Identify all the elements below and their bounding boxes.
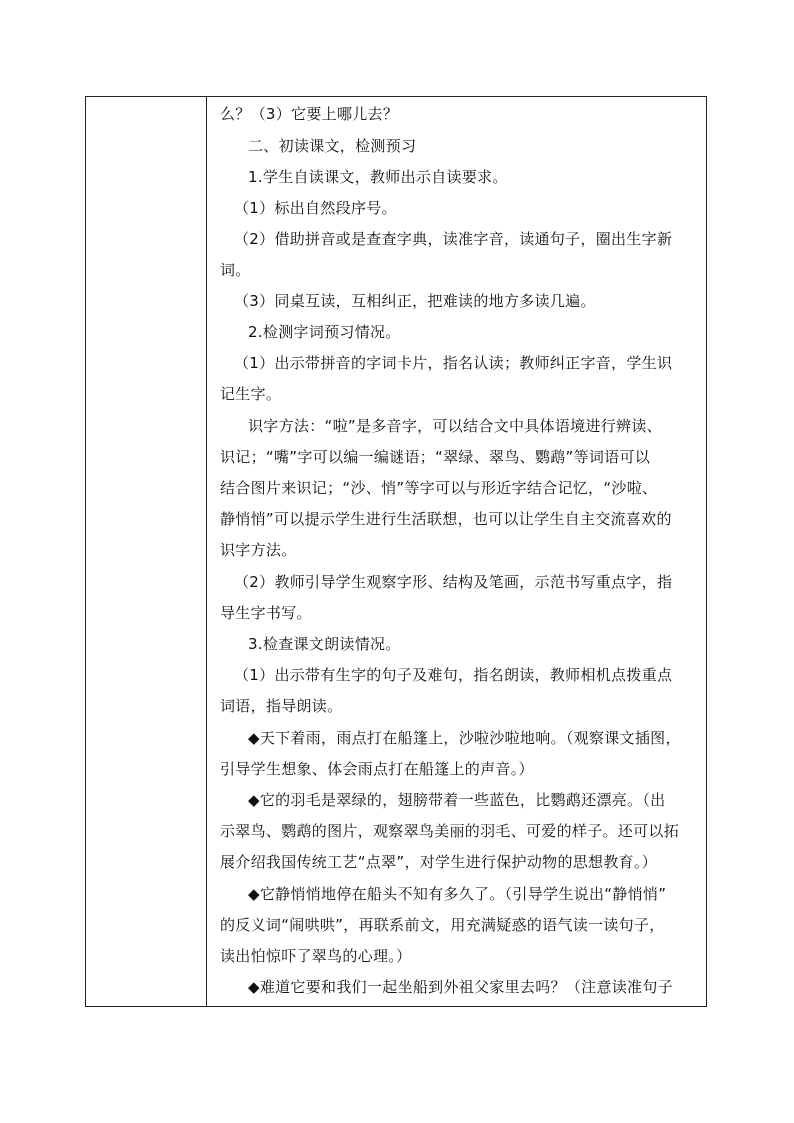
text-line: 引导学生想象、体会雨点打在船篷上的声音。） xyxy=(220,760,534,778)
text-line: 2.检测字词预习情况。 xyxy=(248,323,401,341)
text-line: 识记；“嘴”字可以编一编谜语；“翠绿、翠鸟、鹦鹉”等词语可以 xyxy=(220,448,651,466)
text-line: ◆它静悄悄地停在船头不知有多久了。（引导学生说出“静悄悄” xyxy=(248,885,667,903)
text-line: （1）出示带拼音的字词卡片，指名认读；教师纠正字音，学生识 xyxy=(234,354,673,372)
text-line: 词。 xyxy=(220,261,251,279)
text-line: （3）同桌互读，互相纠正，把难读的地方多读几遍。 xyxy=(234,292,596,310)
text-line: ◆难道它要和我们一起坐船到外祖父家里去吗？（注意读准句子 xyxy=(248,978,673,996)
text-line: （2）教师引导学生观察字形、结构及笔画，示范书写重点字，指 xyxy=(234,573,673,591)
section-heading: 二、初读课文，检测预习 xyxy=(248,137,417,155)
text-line: 导生字书写。 xyxy=(220,604,312,622)
lesson-table xyxy=(85,96,707,1007)
text-line: 的反义词“闹哄哄”，再联系前文，用充满疑惑的语气读一读句子， xyxy=(220,916,665,934)
text-line: （2）借助拼音或是查查字典，读准字音，读通句子，圈出生字新 xyxy=(234,230,673,248)
text-line: ◆它的羽毛是翠绿的，翅膀带着一些蓝色，比鹦鹉还漂亮。（出 xyxy=(248,791,666,809)
text-line: 结合图片来识记；“沙、悄”等字可以与形近字结合记忆，“沙啦、 xyxy=(220,479,658,497)
text-line: 读出怕惊吓了翠鸟的心理。） xyxy=(220,947,412,965)
text-line: 示翠鸟、鹦鹉的图片，观察翠鸟美丽的羽毛、可爱的样子。还可以拓 xyxy=(220,822,680,840)
text-line: 静悄悄”可以提示学生进行生活联想，也可以让学生自主交流喜欢的 xyxy=(220,510,672,528)
text-line: 识字方法。 xyxy=(220,541,297,559)
text-line: 识字方法：“啦”是多音字，可以结合文中具体语境进行辨读、 xyxy=(248,417,662,435)
text-line: 1.学生自读课文，教师出示自读要求。 xyxy=(248,168,508,186)
text-line: ◆天下着雨，雨点打在船篷上，沙啦沙啦地响。（观察课文插图， xyxy=(248,729,681,747)
text-line: 记生字。 xyxy=(220,385,282,403)
text-line: 展介绍我国传统工艺“点翠”，对学生进行保护动物的思想教育。） xyxy=(220,853,658,871)
text-line: 3.检查课文朗读情况。 xyxy=(248,635,401,653)
text-line: 么？（3）它要上哪儿去？ xyxy=(220,105,399,123)
text-line: （1）出示带有生字的句子及难句，指名朗读，教师相机点拨重点 xyxy=(234,666,673,684)
text-line: 词语，指导朗读。 xyxy=(220,697,343,715)
column-divider xyxy=(206,97,207,1006)
text-line: （1）标出自然段序号。 xyxy=(234,199,397,217)
